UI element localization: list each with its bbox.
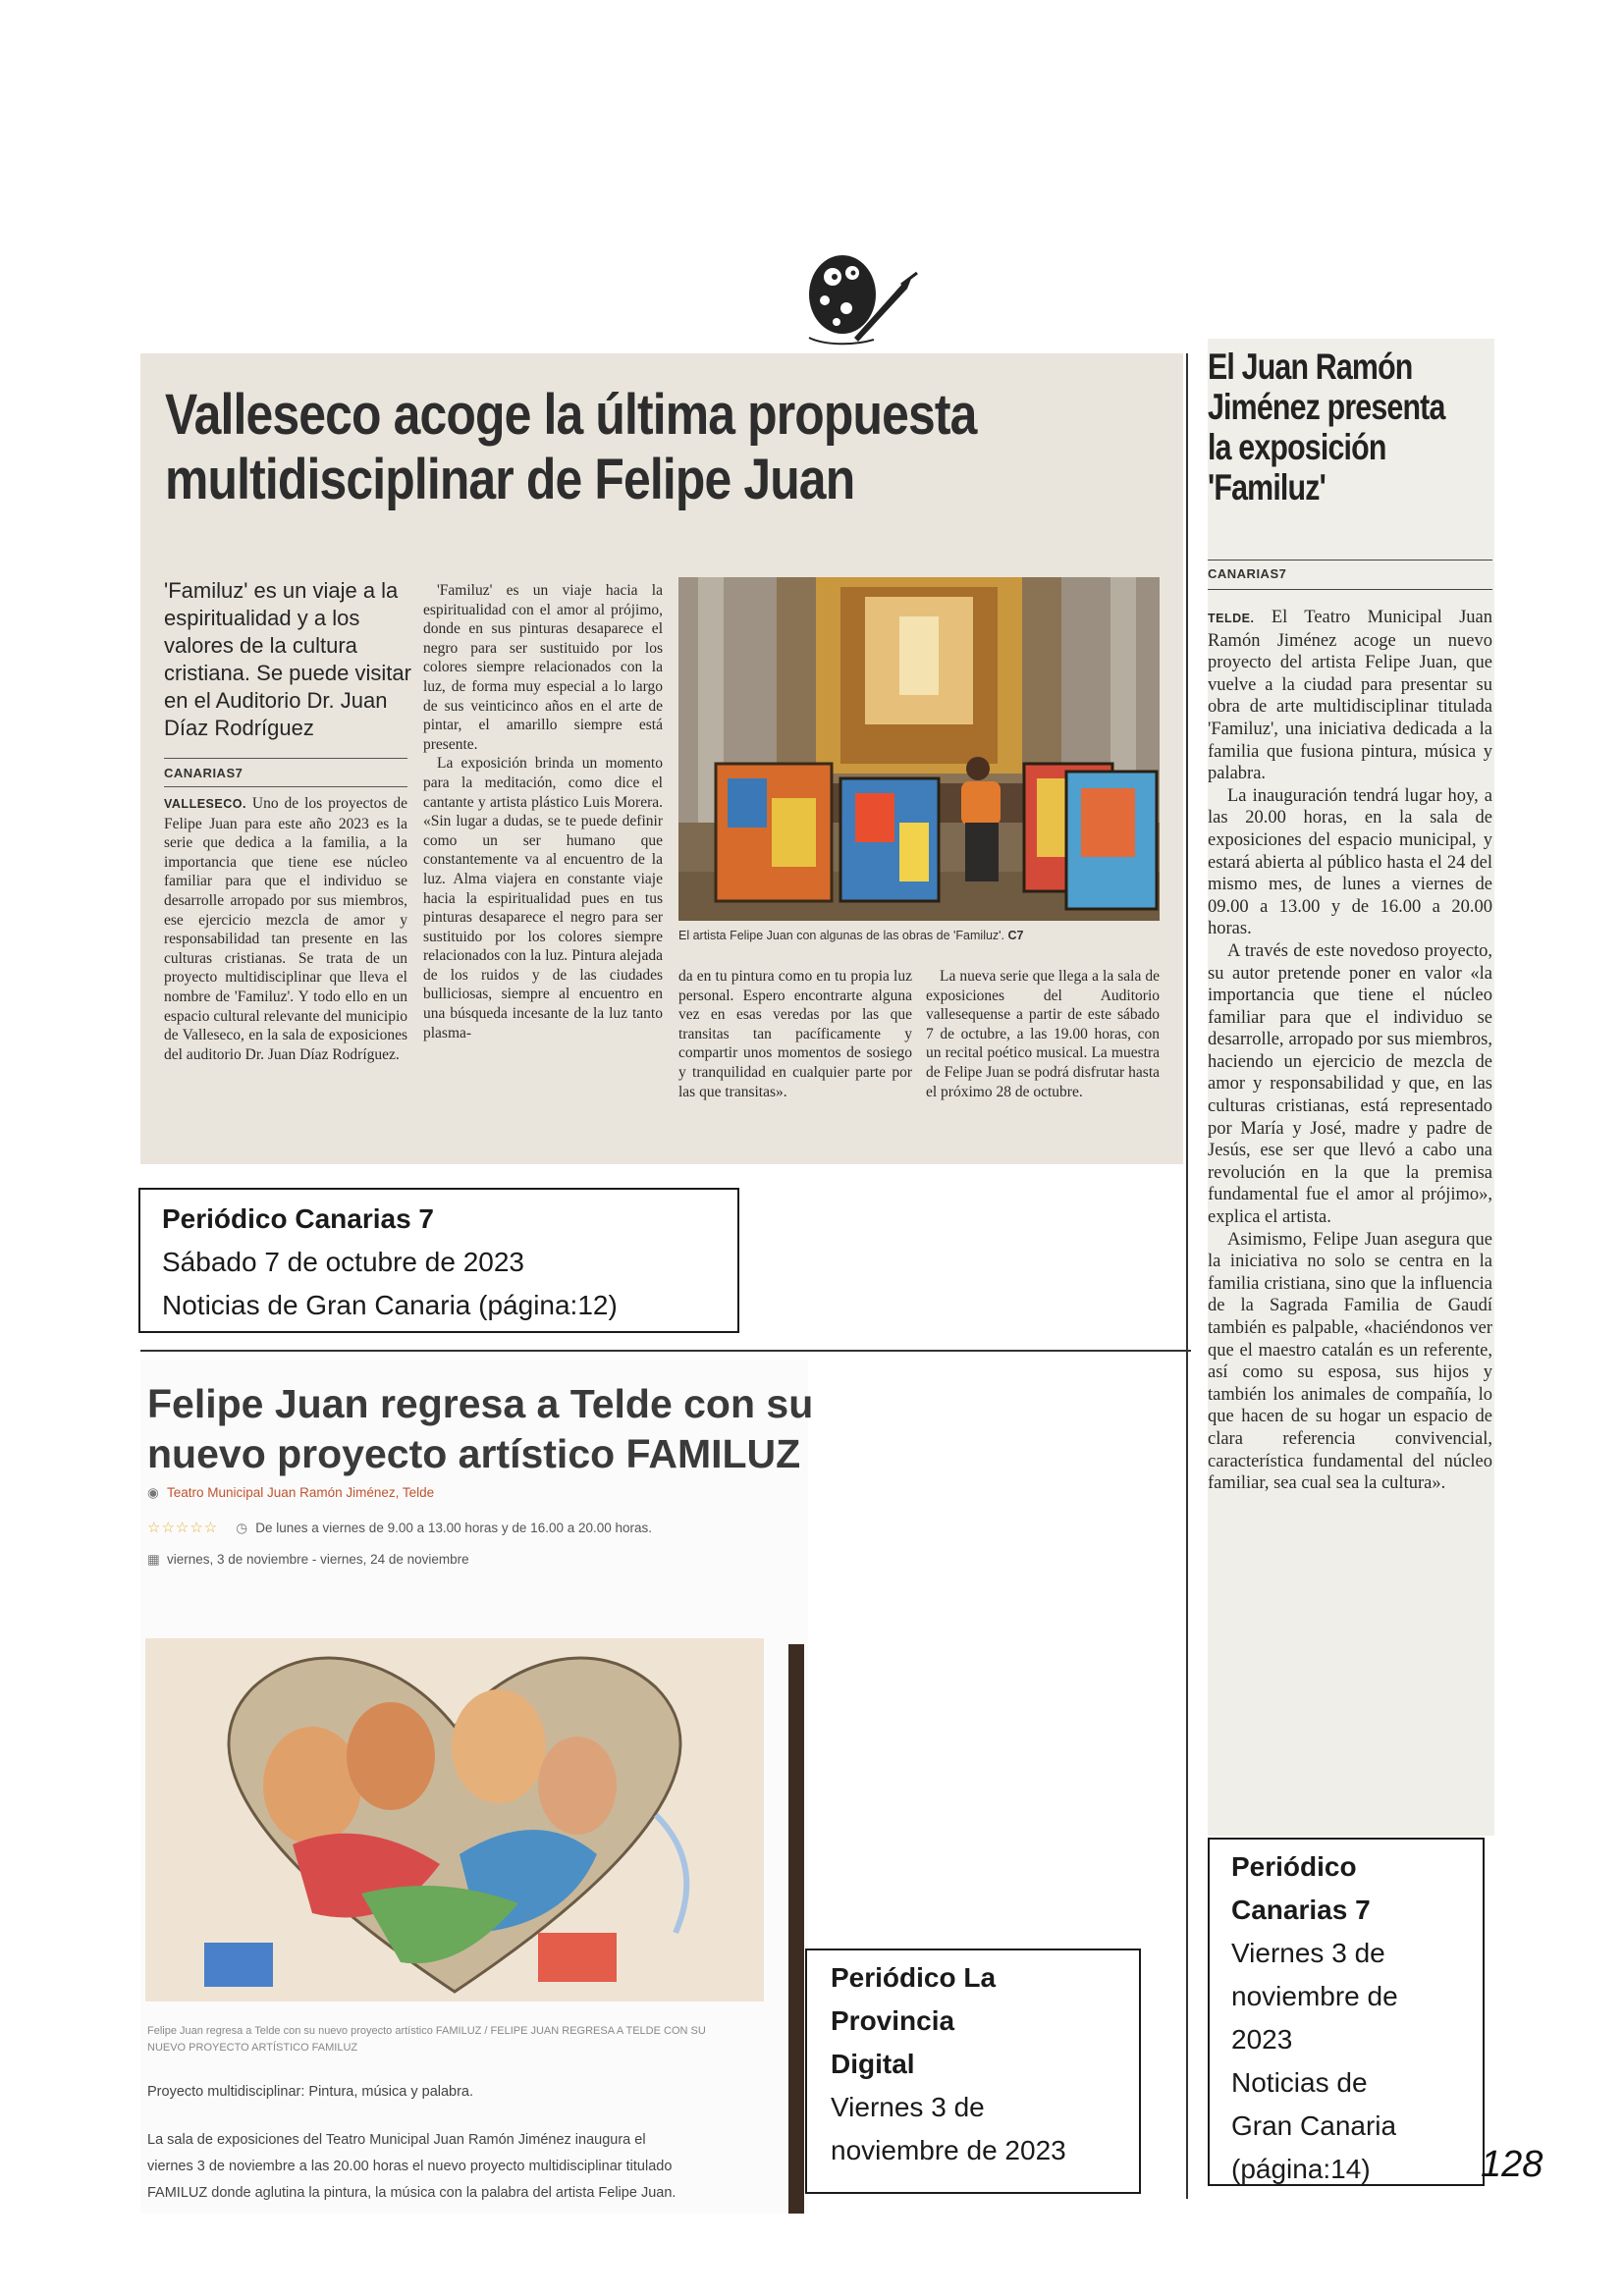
article1-subhead: 'Familuz' es un viaje a la espiritualidad y a los valores de la cultura cristiana. Se puede visitar en el Auditorio Dr. Juan Díaz Rodríguez — [164, 578, 411, 740]
article1-byline: CANARIAS7 — [164, 766, 244, 780]
clipping-canarias7-telde — [1208, 339, 1494, 1836]
vertical-divider — [1186, 353, 1188, 2199]
calendar-icon: ▦ — [147, 1552, 160, 1567]
source-label-canarias7-nov: Periódico Canarias 7 Viernes 3 de noviembre de 2023 Noticias de Gran Canaria (página:14) — [1208, 1838, 1485, 2186]
familuz-painting-image — [145, 1638, 764, 2002]
article2-image-caption: Felipe Juan regresa a Telde con su nuevo proyecto artístico FAMILUZ / FELIPE JUAN REGRESA A TELDE CON SU NUEVO PROYECTO ARTÍSTICO FAMILUZ — [147, 2025, 706, 2054]
article3-byline: CANARIAS7 — [1208, 566, 1287, 581]
clipping-canarias7-valleseco — [140, 353, 1183, 1164]
palette-face-logo-icon — [795, 243, 923, 351]
horizontal-divider — [140, 1350, 1191, 1352]
source-label-canarias7-oct: Periódico Canarias 7 Sábado 7 de octubre de 2023 Noticias de Gran Canaria (página:12) — [138, 1188, 739, 1333]
location-pin-icon: ◉ — [147, 1485, 159, 1500]
artist-church-photo — [678, 577, 1160, 921]
source-label-la-provincia: Periódico La Provincia Digital Viernes 3 de noviembre de 2023 — [805, 1949, 1141, 2194]
article2-headline: Felipe Juan regresa a Telde con su nuevo proyecto artístico FAMILUZ — [147, 1381, 814, 1476]
article2-hours: ☆☆☆☆☆ ◷ De lunes a viernes de 9.00 a 13.00 horas y de 16.00 a 20.00 horas. — [147, 1520, 653, 1536]
article2-body: La sala de exposiciones del Teatro Municipal Juan Ramón Jiménez inaugura el viernes 3 de noviembre a las 20.00 horas el nuevo proyecto multidisciplinar titulado FAMILUZ donde aglutina la pintura, la música con la palabra del artista Felipe Juan. — [147, 2132, 677, 2201]
rating-stars-icon: ☆☆☆☆☆ — [147, 1520, 219, 1536]
article3-body: TELDE. El Teatro Municipal Juan Ramón Jiménez acoge un nuevo proyecto del artista Felipe Juan, que vuelve a la ciudad para presentar su obra de arte multidisciplinar titulada 'Familuz', una iniciativa dedicada a la familia que fusiona pintura, música y palabra. La inauguración tendrá lugar hoy, a las 20.00 horas, en la sala de exposiciones del espacio municipal, y estará abierta al público hasta el 24 del mismo mes, de lunes a viernes de 09.00 a 13.00 y de 16.00 a 20.00 horas. A través de este novedoso proyecto, su autor pretende poner en valor «la importancia que tiene el núcleo familiar para que el individuo se desarrolle, arropado por sus miembros, haciendo un ejercicio de mezcla de amor y responsabilidad y que, en las culturas cristianas, está representado por María y José, madre y padre de Jesús, ese ser que llevó a cabo una revolución en la que la premisa fundamental fue el amor al prójimo», explica el artista. Asimismo, Felipe Juan asegura que la iniciativa no solo se centra en la familia cristiana, sino que la influencia de la Sagrada Familia de Gaudí también es palpable, «haciéndonos ver que el maestro catalán es un referente, así como su esposa, sus hijos y también los animales de compañía, lo que hacen de su hogar un espacio de clara referencia convivencial, característica fundamental del núcleo familiar, sea cual sea la cultura». — [1208, 608, 1492, 1494]
article2-dates: ▦ viernes, 3 de noviembre - viernes, 24 de noviembre — [147, 1552, 469, 1567]
article1-column1: VALLESECO. Uno de los proyectos de Felipe Juan para este año 2023 es la serie que dedica a la familia, a la importancia que tiene ese núcleo familiar para que el individuo se desarrolle arropado por sus miembros, ese ejercicio mezcla de amor y responsabilidad tan presente en las culturas cristianas. Se trata de un proyecto multidisciplinar que lleva el nombre de 'Familuz'. Y todo ello en un espacio cultural relevante del municipio de Valleseco, en la sala de exposiciones del auditorio Dr. Juan Díaz Rodríguez. — [164, 795, 407, 1063]
article1-headline: Valleseco acoge la última propuesta multidisciplinar de Felipe Juan — [165, 383, 977, 511]
clipping-la-provincia-digital — [140, 1360, 814, 2214]
article1-column3: da en tu pintura como en tu propia luz personal. Espero encontrarte alguna vez en esas veredas por las que transitas tan pacíficamente y compartir unos momentos de sosiego y tranquilidad en cualquier parte por las que transitas». — [678, 968, 912, 1100]
page-number: 128 — [1481, 2144, 1543, 2185]
article3-headline: El Juan Ramón Jiménez presenta la exposición 'Familuz' — [1208, 347, 1445, 507]
photo-edge-strip — [788, 1644, 804, 2214]
article2-venue: ◉ Teatro Municipal Juan Ramón Jiménez, Telde — [147, 1485, 435, 1500]
article1-column4: La nueva serie que llega a la sala de exposiciones del Auditorio vallesequense a partir de este sábado 7 de octubre, a las 19.00 horas, con un recital poético musical. La muestra de Felipe Juan se podrá disfrutar hasta el próximo 28 de octubre. — [926, 968, 1160, 1100]
article1-column2: 'Familuz' es un viaje hacia la espiritualidad con el amor al prójimo, donde en sus pinturas desaparece el negro para ser sustituido por los colores siempre relacionados con la luz, de forma muy especial a lo largo de sus veinticinco años en el arte de pintar, el amarillo siempre está presente. La exposición brinda un momento para la meditación, como dice el cantante y artista plástico Luis Morera. «Sin lugar a dudas, se te puede definir como un ser humano que constantemente va al encuentro de la luz. Alma viajera en constante viaje hacia la espiritualidad pues en tus pinturas desaparece el negro para ser sustituido por los colores siempre relacionados con la luz. Pintura alejada de los ruidos y de las ciudades bulliciosas, siempre al encuentro en una búsqueda incesante de la luz tanto plasma- — [423, 582, 663, 1041]
photo1-caption: El artista Felipe Juan con algunas de las obras de 'Familuz'. C7 — [678, 929, 1024, 942]
article2-summary: Proyecto multidisciplinar: Pintura, música y palabra. — [147, 2084, 474, 2100]
clock-icon: ◷ — [236, 1521, 248, 1535]
